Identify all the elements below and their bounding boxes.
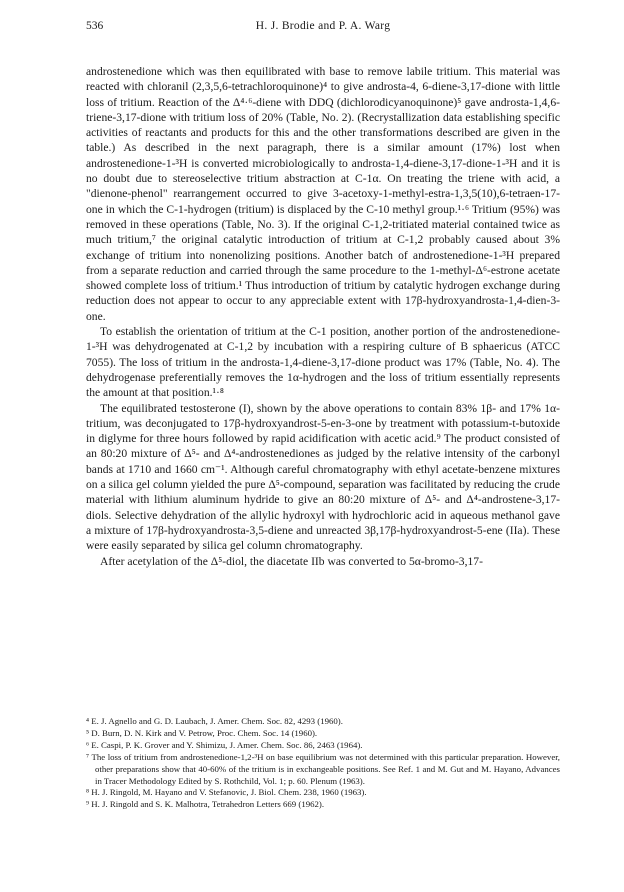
paragraph: androstenedione which was then equilibrated with base to remove labile tritium. This material was reacted with chloranil (2,3,5,6-tetrachloroquinone)⁴ to give androsta-4, 6-diene-3,17-dione with little loss of tritium. Reaction of the Δ⁴·⁶-diene with DDQ (dichlorodicyanoquinone)⁵ gave androsta-1,4,6-triene-3,17-dione with tritium loss of 20% (Table, No. 2). (Recrystallization data establishing specific activities of reactants and products for this and the other transformations described are given in the table.) As described in the next paragraph, there is a similar amount (17%) lost when androstenedione-1-³H is converted microbiologically to androsta-1,4-diene-3,17-dione-1-³H and it is no doubt due to stereoselective tritium abstraction at C-1α. On treating the triene with acid, a "dienone-phenol" rearrangement occurred to give 3-acetoxy-1-methyl-estra-1,3,5(10),6-tetraen-17-one in which the C-1-hydrogen (tritium) is displaced by the C-10 methyl group.¹·⁶ Tritium (95%) was removed in these operations (Table, No. 3). If the original C-1,2-tritiated material contained twice as much tritium,⁷ the original catalytic introduction of tritium at C-1,2 probably caused about 3% exchange of tritium into nonenolizing positions. Another batch of androstenedione-1-³H prepared from a separate reduction and carried through the same procedure to the 1-methyl-Δ⁶-estrone acetate showed complete loss of tritium.¹ Thus introduction of tritium by catalytic hydrogen exchange during reduction does not appear to occur to any appreciable extent with 17β-hydroxyandrosta-1,4-dien-3-one.	[86, 65, 560, 323]
footnote: ⁴ E. J. Agnello and G. D. Laubach, J. Amer. Chem. Soc. 82, 4293 (1960).	[86, 716, 343, 726]
paragraph: To establish the orientation of tritium at the C-1 position, another portion of the androstenedione-1-³H was dehydrogenated at C-1,2 by incubation with a respiring culture of B sphaericus (ATCC 7055). The loss of tritium in the androsta-1,4-diene-3,17-dione product was 17% (Table, No. 4). The dehydrogenase preferentially removes the 1α-hydrogen and the loss of tritium essentially represents the amount at that position.¹·⁸	[86, 325, 560, 400]
footnote: ⁶ E. Caspi, P. K. Grover and Y. Shimizu, J. Amer. Chem. Soc. 86, 2463 (1964).	[86, 739, 363, 750]
paragraph: After acetylation of the Δ⁵-diol, the diacetate IIb was converted to 5α-bromo-3,17-	[100, 554, 483, 568]
footnote: ⁷ The loss of tritium from androstenedione-1,2-³H on base equilibrium was not determined with this particular preparation. However, other preparations show that 40-60% of the tritium is in exchangeable positions. See Ref. 1 and M. Gut and M. Hayano, Advances in Tracer Methodology Edited by S. Rothchild, Vol. 1; p. 60. Plenum (1963).	[86, 751, 560, 786]
page-header	[86, 20, 560, 38]
footnote: ⁸ H. J. Ringold, M. Hayano and V. Stefanovic, J. Biol. Chem. 238, 1960 (1963).	[86, 787, 367, 798]
paragraph: The equilibrated testosterone (I), shown by the above operations to contain 83% 1β- and 17% 1α-tritium, was deconjugated to 17β-hydroxyandrost-5-en-3-one by treatment with potassium-t-butoxide in diglyme for three hours followed by rapid acidification with acetic acid.⁹ The product consisted of an 80:20 mixture of Δ⁵- and Δ⁴-androstenediones as judged by the relative intensity of the carbonyl bands at 1710 and 1660 cm⁻¹. Although careful chromatography with ethyl acetate-benzene mixtures on a silica gel column yielded the pure Δ⁵-compound, separation was facilitated by reducing the crude material with lithium aluminum hydride to give an 80:20 mixture of Δ⁵- and Δ⁴-androstene-3,17-diols. Selective dehydration of the allylic hydroxyl with hydrochloric acid in aqueous methanol gave a mixture of 17β-hydroxyandrosta-3,5-diene and unreacted 3β,17β-hydroxyandrost-5-ene (IIa). These were easily separated by silica gel column chromatography.	[86, 401, 560, 553]
running-head: H. J. Brodie and P. A. Warg	[255, 20, 391, 32]
page-number: 536	[86, 20, 104, 32]
footnotes	[86, 716, 560, 811]
footnote: ⁵ D. Burn, D. N. Kirk and V. Petrow, Proc. Chem. Soc. 14 (1960).	[86, 727, 318, 738]
body-text	[86, 64, 560, 569]
footnote: ⁹ H. J. Ringold and S. K. Malhotra, Tetrahedron Letters 669 (1962).	[86, 799, 325, 810]
